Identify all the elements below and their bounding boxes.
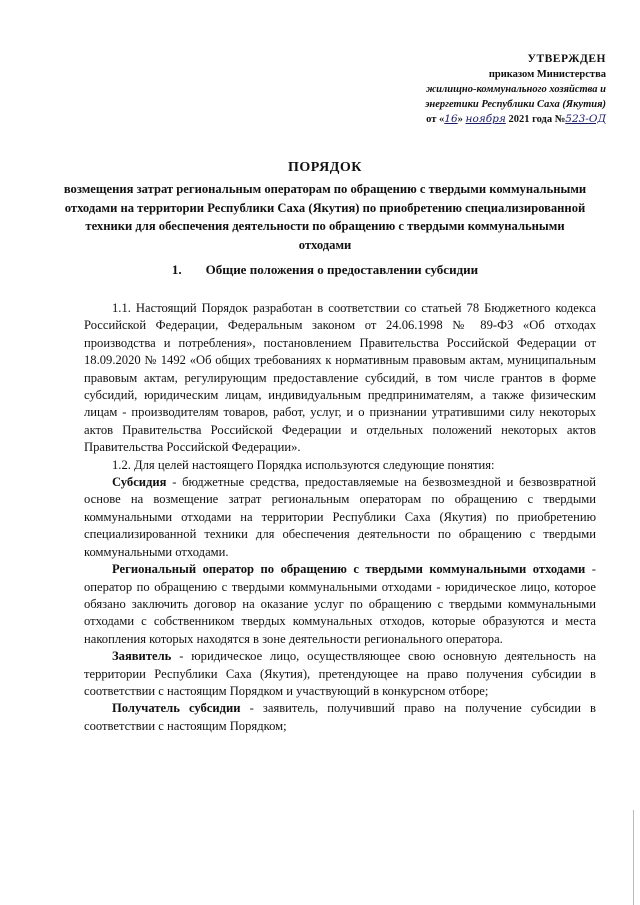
document-body (84, 300, 596, 735)
section-number: 1. (171, 262, 182, 277)
definition-regional-operator-text: - оператор по обращению с твердыми коммунальными отходами - юридическое лицо, которое обязано заключить договор на оказание услуг по обращению с твердыми коммунальными отходами с собственником твердых коммунальных отходов, которые образуются и места накопления которых находятся в зоне деятельности регионального оператора. (84, 562, 596, 646)
definition-applicant-text: - юридическое лицо, осуществляющее свою основную деятельность на территории Республики Саха (Якутия), претендующее на право получения субсидии в соответствии с настоящим Порядком и участвующий в конкурсном отборе; (84, 649, 596, 698)
approval-line-2: жилищно-коммунального хозяйства и (426, 84, 606, 95)
definition-subsidy-text: - бюджетные средства, предоставляемые на безвозмездной и безвозвратной основе на возмещение затрат региональным операторам по обращению с твердыми коммунальными отходами на территории Республики Саха (Якутия) по приобретению специализированной техники для обеспечения деятельности по обращению с твердыми коммунальными отходами. (84, 475, 596, 559)
approval-heading: УТВЕРЖДЕН (527, 53, 606, 65)
section-title: Общие положения о предоставлении субсидии (205, 262, 479, 277)
approval-stamp (346, 52, 606, 127)
term-subsidy: Субсидия (112, 475, 167, 490)
order-number: 523-ОД (565, 113, 606, 125)
date-year: 2021 года № (508, 114, 566, 125)
approval-date-line (346, 112, 606, 127)
definition-recipient (84, 700, 596, 735)
definition-regional-operator (84, 561, 596, 648)
approval-line-1: приказом Министерства (488, 69, 606, 80)
term-regional-operator: Региональный оператор по обращению с твердыми коммунальными отходами (112, 562, 586, 577)
date-prefix: от « (426, 114, 445, 125)
document-title: ПОРЯДОК (288, 160, 362, 175)
scan-artifact-line (633, 810, 634, 905)
document-subtitle: возмещения затрат региональным операторам по обращению с твердыми коммунальными отходами на территории Республики Саха (Якутия) по приобретению специализированной техники для обеспечения деятельности по обращению с твердыми коммунальными отходами (63, 182, 587, 252)
date-month: ноября (465, 113, 506, 125)
definition-subsidy (84, 474, 596, 561)
term-recipient: Получатель субсидии (112, 701, 241, 716)
approval-line-3: энергетики Республики Саха (Якутия) (425, 99, 606, 110)
section-heading (60, 262, 590, 278)
paragraph-1-1: 1.1. Настоящий Порядок разработан в соответствии со статьей 78 Бюджетного кодекса Российской Федерации, Федеральным законом от 24.06.1998 № 89-ФЗ «Об отходах производства и потребления», постановлением Правительства Российской Федерации от 18.09.2020 № 1492 «Об общих требованиях к нормативным правовым актам, муниципальным правовым актам, регулирующим предоставление субсидий, в том числе грантов в форме субсидий, юридическим лицам, индивидуальным предпринимателям, а также физическим лицам - производителям товаров, работ, услуг, и о признании утратившими силу некоторых актов Правительства Российской Федерации и отдельных положений некоторых актов Правительства Российской Федерации». (84, 301, 596, 455)
definition-applicant (84, 648, 596, 700)
definition-recipient-text: - заявитель, получивший право на получение субсидии в соответствии с настоящим Порядком; (84, 701, 596, 733)
term-applicant: Заявитель (112, 649, 172, 664)
paragraph-1-2: 1.2. Для целей настоящего Порядка используются следующие понятия: (112, 457, 495, 472)
date-mid: » (457, 114, 463, 125)
date-day: 16 (444, 113, 458, 125)
